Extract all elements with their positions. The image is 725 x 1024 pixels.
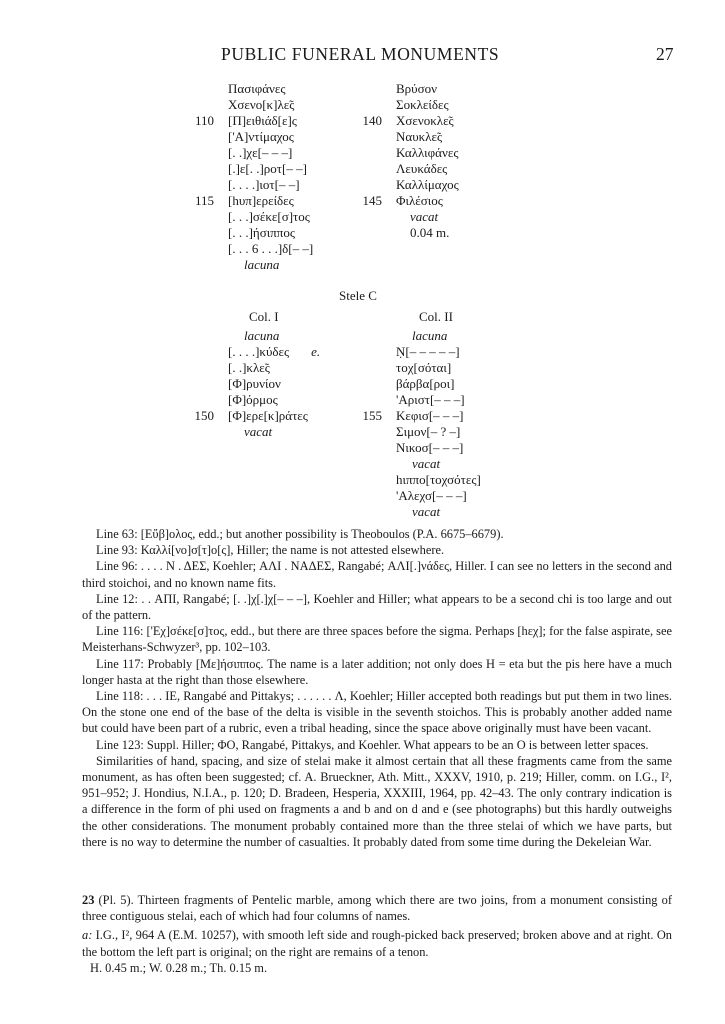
upper-right-column — [396, 81, 459, 241]
name-line: Κεφισ[– – –] — [396, 408, 464, 423]
line-number: 110 — [194, 113, 214, 128]
name-line: [. . .]σέκε[σ]τος — [228, 209, 310, 224]
note-line-117: Line 117: Probably [Με]ήσιππος. The name is a later addition; not only does H = eta but the pis here have a much longer hasta at the right than those elsewhere. — [82, 656, 672, 687]
name-text: [. . . .]κύδες — [228, 344, 290, 359]
line-number: 155 — [362, 408, 382, 423]
note-e: e. — [311, 344, 321, 359]
fragment-label: a: — [82, 928, 93, 943]
lacuna-label: lacuna — [244, 328, 280, 343]
name-line: [Φ]ερε[κ]ράτες — [228, 408, 308, 423]
name-line: [Φ]ρυνίον — [228, 376, 281, 391]
note-line-123: Line 123: Suppl. Hiller; ΦΟ, Rangabé, Pittakys, and Koehler. What appears to be an O is between letter spaces. — [96, 737, 649, 752]
dimensions: H. 0.45 m.; W. 0.28 m.; Th. 0.15 m. — [90, 960, 268, 975]
line-number: 145 — [362, 193, 382, 208]
name-line: [. .]κλε̃ς — [228, 360, 270, 375]
line-number: 150 — [194, 408, 214, 423]
name-line: 'Αριστ[– – –] — [396, 392, 465, 407]
name-line: Σοκλείδες — [396, 97, 449, 112]
stele-heading: Stele C — [339, 288, 377, 303]
note-line-63: Line 63: [Εὔβ]ολος, edd.; but another possibility is Theoboulos (P.A. 6675–6679). — [96, 527, 504, 541]
vacat-label: vacat — [410, 209, 439, 224]
entry-intro-text: (Pl. 5). Thirteen fragments of Pentelic marble, among which there are two joins, from a monument consisting of three contiguous stelai, each of which had four columns of names. — [82, 893, 672, 924]
name-line: ['Α]ντίμαχος — [228, 129, 294, 144]
name-line: Χσενο[κ]λε̃ς — [228, 97, 295, 112]
name-line: Σιμον[– ? –] — [396, 424, 461, 439]
upper-left-column — [228, 81, 313, 273]
name-line: [Φ]όρμος — [228, 392, 278, 407]
name-line: Καλλίμαχος — [396, 177, 459, 192]
name-line: [hυπ]ερείδες — [228, 193, 294, 208]
stele-c-col1 — [228, 328, 320, 440]
name-line: Λευκάδες — [396, 161, 448, 176]
name-line: Φιλέσιος — [396, 193, 443, 208]
name-line: hιππο[τοχσότες] — [396, 472, 481, 487]
name-line: Νικοσ[– – –] — [396, 440, 464, 455]
fragment-a — [82, 927, 672, 959]
page-number: 27 — [656, 44, 674, 64]
measurement: 0.04 m. — [410, 225, 450, 240]
name-line — [228, 344, 320, 360]
note-line-93: Line 93: Καλλί[νο]σ[τ]ο[ς], Hiller; the name is not attested elsewhere. — [96, 543, 445, 558]
name-line: βάρβα[ροι] — [396, 376, 455, 391]
name-line: Ναυκλε̃ς — [396, 129, 443, 144]
entry-number: 23 — [82, 893, 95, 907]
vacat-label: vacat — [412, 456, 441, 471]
vacat-label: vacat — [244, 424, 273, 439]
name-line: Πασιφάνες — [228, 81, 286, 96]
name-line: [. . . .]ιοτ[– –] — [228, 177, 300, 192]
note-similarities: Similarities of hand, spacing, and size of stelai make it almost certain that all these fragments came from the same monument, as has often been suggested; cf. A. Brueckner, Ath. Mitt., XXXV, 1910, p. 219; Hiller, comm. on I.G., I², 951–952; J. Hondius, N.I.A., p. 120; D. Bradeen, Hesperia, XXXIII, 1964, pp. 42–43. The only contrary indication is a difference in the form of phi used on fragments a and b and on d and e (see photographs) but this hardly outweighs the other considerations. The monument probably contained more than the three stelai of which we have parts, but there is no way to determine the number of casualties. It probably dated from some time during the Dekeleian War. — [82, 753, 672, 849]
line-number: 115 — [194, 193, 214, 208]
name-line: [. . . 6 . . .]δ[– –] — [228, 241, 314, 256]
line-number: 140 — [362, 113, 382, 128]
entry-23-intro — [82, 892, 672, 924]
name-line: Χσενοκλε̃ς — [396, 113, 454, 128]
column-heading: Col. II — [419, 309, 453, 324]
note-line-116: Line 116: ['Εχ]σέκε[σ]τος, edd., but there are three spaces before the sigma. Perhaps [hεχ]; for the false aspirate, see Meisterhans-Schwyzer³, pp. 102–103. — [82, 624, 672, 655]
note-line-118: Line 118: . . . ΙΕ, Rangabé and Pittakys; . . . . . . Λ, Koehler; Hiller accepted both readings but put them in two lines. On the stone one end of the base of the delta is visible in the seventh stoichos. This is probably another added name but could have been part of a rubric, even a tribal heading, since the space above originally must have been vacant. — [82, 689, 672, 736]
name-line: [.]ε[. .]ροτ[– –] — [228, 161, 307, 176]
name-line: [Π]ειθιάδ[ε]ς — [228, 113, 297, 128]
name-line: Ṇ[– – – – –] — [396, 344, 460, 359]
stele-c-col2 — [396, 328, 481, 520]
name-line: Καλλιφάνες — [396, 145, 459, 160]
name-line: Βρύσον — [396, 81, 437, 96]
column-heading: Col. I — [249, 309, 279, 324]
lacuna-label: lacuna — [412, 328, 448, 343]
running-header-title: PUBLIC FUNERAL MONUMENTS — [221, 44, 500, 64]
name-line: [. . .]ήσιππος — [228, 225, 295, 240]
name-line: τοχ[σόται] — [396, 360, 452, 375]
entry-23 — [82, 892, 672, 976]
note-line-12: Line 12: . . ΑΠΙ, Rangabé; [. .]χ[.]χ[– – –], Koehler and Hiller; what appears to be a second chi is too large and out of the pattern. — [82, 591, 672, 623]
commentary-notes — [82, 526, 672, 850]
vacat-label: vacat — [412, 504, 441, 519]
note-line-96: Line 96: . . . . Ν . ΔΕΣ, Koehler; ΑΛΙ . ΝΑΔΕΣ, Rangabé; ΑΛΙ[.]νάδες, Hiller. I can see no letters in the second and third stoichoi, and no known name fits. — [82, 559, 672, 590]
fragment-a-text: I.G., I², 964 A (E.M. 10257), with smooth left side and rough-picked back preserved; broken above and at right. On the bottom the left part is original; on the right are remains of a tenon. — [82, 928, 672, 959]
name-line: 'Αλεχσ[– – –] — [396, 488, 467, 503]
name-line: [. .]χε[– – –] — [228, 145, 293, 160]
lacuna-label: lacuna — [244, 257, 280, 272]
